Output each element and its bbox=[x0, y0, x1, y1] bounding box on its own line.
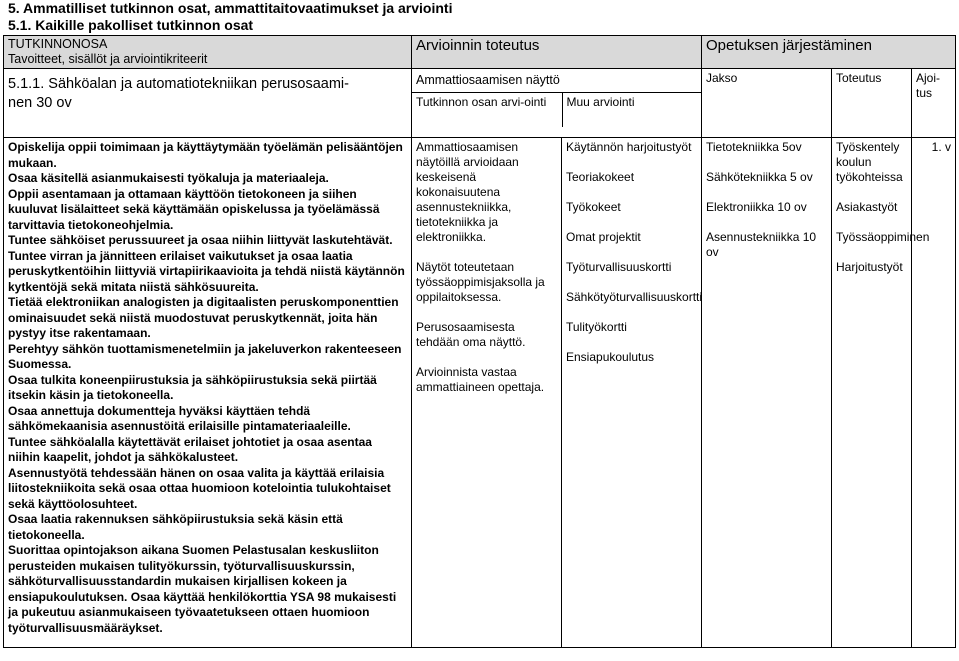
section-heading: 5.1. Kaikille pakolliset tutkinnon osat bbox=[8, 17, 254, 33]
toteutus-item: Työssäoppiminen bbox=[836, 230, 930, 244]
objective-item: Tuntee sähköiset perussuureet ja osaa niihin liittyvät laskutehtävät. Tuntee virran ja jännitteen erilaiset vaikutukset ja osaa laatia peruskytkentöihin liittyviä virtapiirikaavioita ja tehdä niistä käytännön kytkentöjä sekä mitata niistä sähkösuureita. bbox=[8, 233, 405, 294]
objective-item: Suorittaa opintojakson aikana Suomen Pelastusalan keskusliiton perusteiden mukaisen tulityökurssin, työturvallisuuskurssin, sähköturvallisuusstandardin mukaisen kirjallisen kokeen ja ensiapukoulutuksen. Osaa käyttää henkilökorttia YSA 98 mukaisesti ja pukeutuu asianmukaiseen työvaatetukseen ottaen huomioon työturvallisuusmääräykset. bbox=[8, 543, 397, 635]
objective-item: Osaa laatia rakennuksen sähköpiirustuksia sekä käsin että tietokoneella. bbox=[8, 512, 343, 542]
objective-item: Oppii asentamaan ja ottamaan käyttöön tietokoneen ja siihen kuuluvat lisälaitteet sekä käyttämään opiskelussa ja työelämässä tarvittavia tietokoneohjelmia. bbox=[8, 186, 380, 232]
tutkinnon-osan-arviointi-header: Tutkinnon osan arvi-ointi bbox=[416, 95, 547, 109]
module-row bbox=[4, 69, 956, 138]
muu-arviointi-header: Muu arviointi bbox=[566, 95, 635, 109]
toteutus-item: Asiakastyöt bbox=[836, 200, 898, 214]
tavoitteet-header: Tavoitteet, sisällöt ja arviointikriteerit bbox=[8, 52, 208, 66]
muu-arviointi-item: Teoriakokeet bbox=[566, 170, 635, 184]
opetuksen-jarjestaminen-header: Opetuksen järjestäminen bbox=[706, 37, 872, 54]
jakso-item: Tietotekniikka 5ov bbox=[706, 140, 802, 154]
arviointi-text: Ammattiosaamisen näytöillä arvioidaan keskeisenä kokonaisuutena asennustekniikka, tietotekniikka ja elektroniikka. bbox=[416, 140, 519, 244]
jakso-item: Elektroniikka 10 ov bbox=[706, 200, 807, 214]
jakso-header: Jakso bbox=[706, 71, 738, 85]
arvioinnin-toteutus-header: Arvioinnin toteutus bbox=[416, 37, 540, 54]
objective-item: Osaa käsitellä asianmukaisesti työkaluja ja materiaaleja. bbox=[8, 171, 329, 185]
muu-arviointi-item: Työkokeet bbox=[566, 200, 621, 214]
ammattiosaamisen-naytto-header: Ammattiosaamisen näyttö bbox=[412, 69, 701, 93]
arviointi-text: Perusosaamisesta tehdään oma näyttö. bbox=[416, 320, 526, 349]
curriculum-table bbox=[3, 35, 956, 648]
muu-arviointi-item: Käytännön harjoitustyöt bbox=[566, 140, 692, 154]
muu-arviointi-item: Työturvallisuuskortti bbox=[566, 260, 672, 274]
objective-item: Osaa tulkita koneenpiirustuksia ja sähköpiirustuksia sekä piirtää itsekin käsin ja tietokoneella. bbox=[8, 372, 377, 402]
toteutus-item: Työskentely koulun työkohteissa bbox=[836, 140, 903, 184]
header-row bbox=[4, 36, 956, 69]
module-title-credits: nen 30 ov bbox=[8, 95, 72, 111]
tutkinnonosa-header: TUTKINNONOSA bbox=[8, 37, 108, 51]
objective-item: Asennustyötä tehdessään hänen on osaa valita ja käyttää erilaisia liitostekniikoita sekä osaa ottaa huomioon kotelointia tulukohtaiset sekä käyttöolosuhteet. bbox=[8, 465, 391, 511]
toteutus-header: Toteutus bbox=[836, 71, 882, 85]
muu-arviointi-item: Omat projektit bbox=[566, 230, 641, 244]
objective-item: Perehtyy sähkön tuottamismenetelmiin ja jakeluverkon rakenteeseen Suomessa. bbox=[8, 341, 402, 371]
jakso-item: Sähkötekniikka 5 ov bbox=[706, 170, 813, 184]
muu-arviointi-item: Tulityökortti bbox=[566, 320, 627, 334]
muu-arviointi-item: Sähkötyöturvallisuuskortti bbox=[566, 290, 703, 304]
objective-item: Tietää elektroniikan analogisten ja digitaalisten peruskomponenttien ominaisuudet sekä niistä muodostuvat peruskytkennät, joita hän pystyy itse rakentamaan. bbox=[8, 295, 399, 340]
arviointi-text: Näytöt toteutetaan työssäoppimisjaksolla ja oppilaitoksessa. bbox=[416, 260, 545, 304]
ajoitus-header: Ajoi-tus bbox=[916, 71, 941, 100]
module-title: 5.1.1. Sähköalan ja automatiotekniikan perusosaami- bbox=[8, 76, 349, 92]
ajoitus-value: 1. v bbox=[931, 140, 951, 154]
objective-item: Osaa annettuja dokumentteja hyväksi käyttäen tehdä sähkömekaanisia asennustöitä erilaisille pintamateriaaleille. bbox=[8, 403, 351, 433]
objective-item: Tuntee sähköalalla käytettävät erilaiset johtotiet ja osaa asentaa niihin kaapelit, johdot ja sähkökalusteet. bbox=[8, 434, 372, 464]
muu-arviointi-item: Ensiapukoulutus bbox=[566, 350, 655, 364]
toteutus-item: Harjoitustyöt bbox=[836, 260, 903, 274]
objective-item: Opiskelija oppii toimimaan ja käyttäytymään työelämän pelisääntöjen mukaan. bbox=[8, 140, 403, 170]
jakso-item: Asennustekniikka 10 ov bbox=[706, 230, 817, 259]
page-heading: 5. Ammatilliset tutkinnon osat, ammattitaitovaatimukset ja arviointi bbox=[8, 0, 453, 16]
arviointi-text: Arvioinnista vastaa ammattiaineen opettaja. bbox=[416, 365, 545, 394]
content-row bbox=[4, 138, 956, 648]
